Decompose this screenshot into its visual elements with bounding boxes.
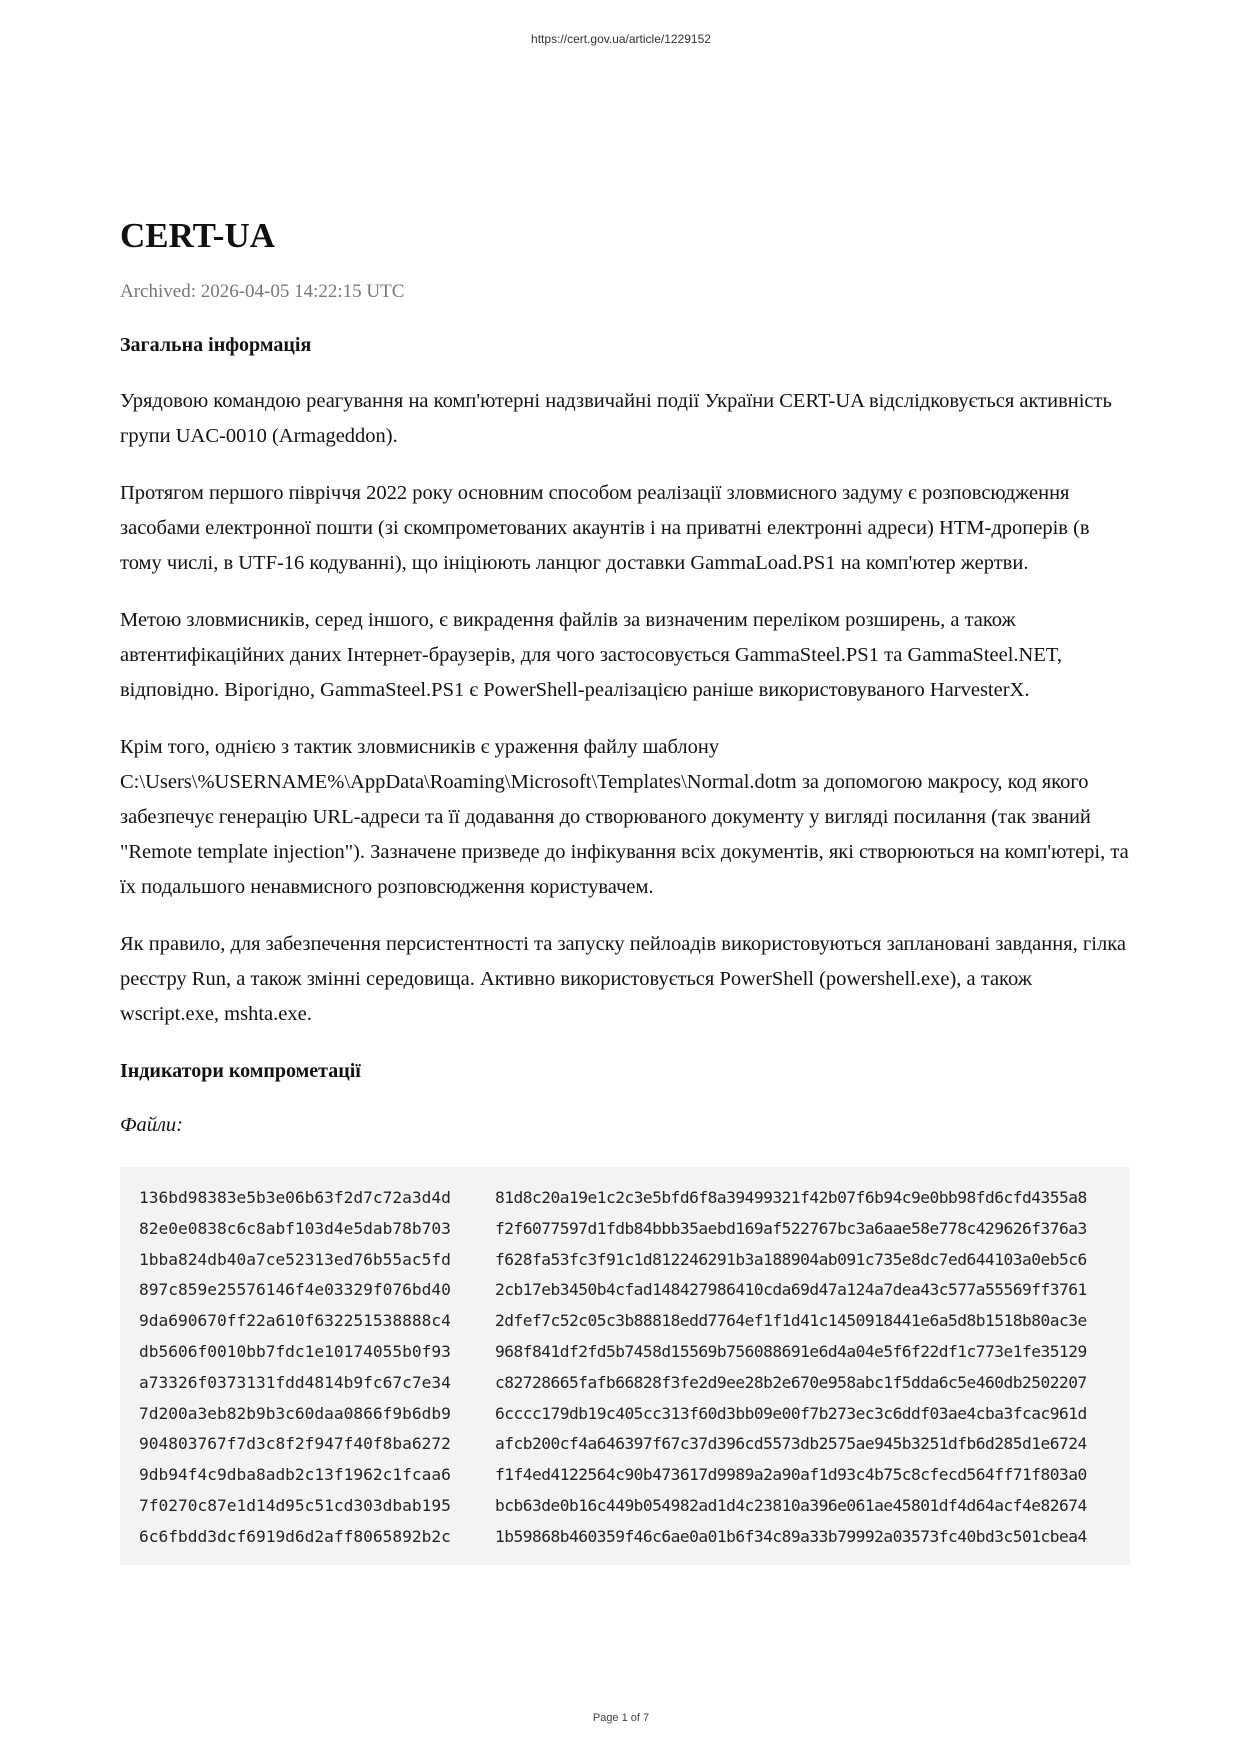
paragraph-intro: Урядовою командою реагування на комп'ютерні надзвичайні події України CERT-UA відслідковується активність групи UAC-0010 (Armageddon). [120,390,1112,447]
md5-hash: 136bd98383e5b3e06b63f2d7c72a3d4d [139,1188,451,1207]
sha256-hash: f628fa53fc3f91c1d812246291b3a188904ab091c735e8dc7ed644103a0eb5c6 [495,1249,1087,1269]
page-title: CERT-UA [120,216,276,255]
md5-hash: 1bba824db40a7ce52313ed76b55ac5fd [139,1249,451,1269]
sha256-hash: 968f841df2fd5b7458d15569b756088691e6d4a04e5f6f22df1c773e1fe35129 [495,1341,1087,1361]
sha256-hash: 81d8c20a19e1c2c3e5bfd6f8a39499321f42b07f6b94c9e0bb98fd6cfd4355a8 [495,1188,1087,1207]
sha256-hash: 1b59868b460359f46c6ae0a01b6f34c89a33b79992a03573fc40bd3c501cbea4 [495,1526,1087,1546]
md5-hash: 904803767f7d3c8f2f947f40f8ba6272 [139,1434,451,1454]
article-content [120,210,1130,1565]
sha256-hash: f2f6077597d1fdb84bbb35aebd169af522767bc3a6aae58e778c429626f376a3 [495,1218,1087,1238]
archived-timestamp: Archived: 2026-04-05 14:22:15 UTC [120,281,405,302]
paragraph-goals: Метою зловмисників, серед іншого, є викрадення файлів за визначеним переліком розширень, а також автентифікаційних даних Інтернет-браузерів, для чого застосовується GammaSteel.PS1 та GammaSteel.NET, відповідно. Вірогідно, GammaSteel.PS1 є PowerShell-реалізацією раніше використовуваного HarvesterX. [120,609,1062,701]
ioc-heading: Індикатори компрометації [120,1060,361,1082]
files-label: Файли: [120,1114,184,1136]
paragraph-delivery: Протягом першого півріччя 2022 року основним способом реалізації зловмисного задуму є розповсюдження засобами електронної пошти (зі скомпрометованих акаунтів і на приватні електронні адреси) HTM-дроперів (в тому числі, в UTF-16 кодуванні), що ініціюють ланцюг доставки GammaLoad.PS1 на комп'ютер жертви. [120,482,1090,574]
sha256-hash: c82728665fafb66828f3fe2d9ee28b2e670e958abc1f5dda6c5e460db2502207 [495,1372,1087,1392]
sha256-hash: f1f4ed4122564c90b473617d9989a2a90af1d93c4b75c8cfecd564ff71f803a0 [495,1465,1087,1485]
md5-hash: 9da690670ff22a610f632251538888c4 [139,1311,451,1331]
md5-hash: 82e0e0838c6c8abf103d4e5dab78b703 [139,1218,451,1238]
hash-code-block [120,1167,1130,1565]
md5-hash: 7f0270c87e1d14d95c51cd303dbab195 [139,1495,451,1515]
sha256-hash: 2cb17eb3450b4cfad148427986410cda69d47a124a7dea43c577a55569ff3761 [495,1280,1087,1300]
page-number-footer: Page 1 of 7 [592,1712,650,1724]
md5-hash: a73326f0373131fdd4814b9fc67c7e34 [139,1372,451,1392]
paragraph-persistence: Як правило, для забезпечення персистентності та запуску пейлоадів використовуються заплановані завдання, гілка реєстру Run, а також змінні середовища. Активно використовується PowerShell (powershell.exe), а також wscript.exe, mshta.exe. [120,933,1126,1025]
sha256-hash: afcb200cf4a646397f67c37d396cd5573db2575ae945b3251dfb6d285d1e6724 [495,1434,1087,1454]
md5-hash: 9db94f4c9dba8adb2c13f1962c1fcaa6 [139,1465,451,1485]
md5-hash: 7d200a3eb82b9b3c60daa0866f9b6db9 [139,1403,451,1423]
md5-hash: 897c859e25576146f4e03329f076bd40 [139,1280,451,1300]
paragraph-template-injection: Крім того, однією з тактик зловмисників є ураження файлу шаблону C:\Users\%USERNAME%\AppData\Roaming\Microsoft\Templates\Normal.dotm за допомогою макросу, код якого забезпечує генерацію URL-адреси та її додавання до створюваного документу у вигляді посилання (так званий "Remote template injection"). Зазначене призведе до інфікування всіх документів, які створюються на комп'ютері, та їх подальшого ненавмисного розповсюдження користувачем. [120,736,1129,898]
sha256-column [495,1183,1087,1553]
md5-hash: db5606f0010bb7fdc1e10174055b0f93 [139,1341,451,1361]
md5-column [139,1183,451,1553]
sha256-hash: bcb63de0b16c449b054982ad1d4c23810a396e061ae45801df4d64acf4e82674 [495,1495,1087,1515]
sha256-hash: 6cccc179db19c405cc313f60d3bb09e00f7b273ec3c6ddf03ae4cba3fcac961d [495,1403,1087,1423]
md5-hash: 6c6fbdd3dcf6919d6d2aff8065892b2c [139,1526,451,1546]
general-info-heading: Загальна інформація [120,334,312,356]
page-url-header: https://cert.gov.ua/article/1229152 [531,32,711,46]
sha256-hash: 2dfef7c52c05c3b88818edd7764ef1f1d41c1450918441e6a5d8b1518b80ac3e [495,1311,1087,1331]
